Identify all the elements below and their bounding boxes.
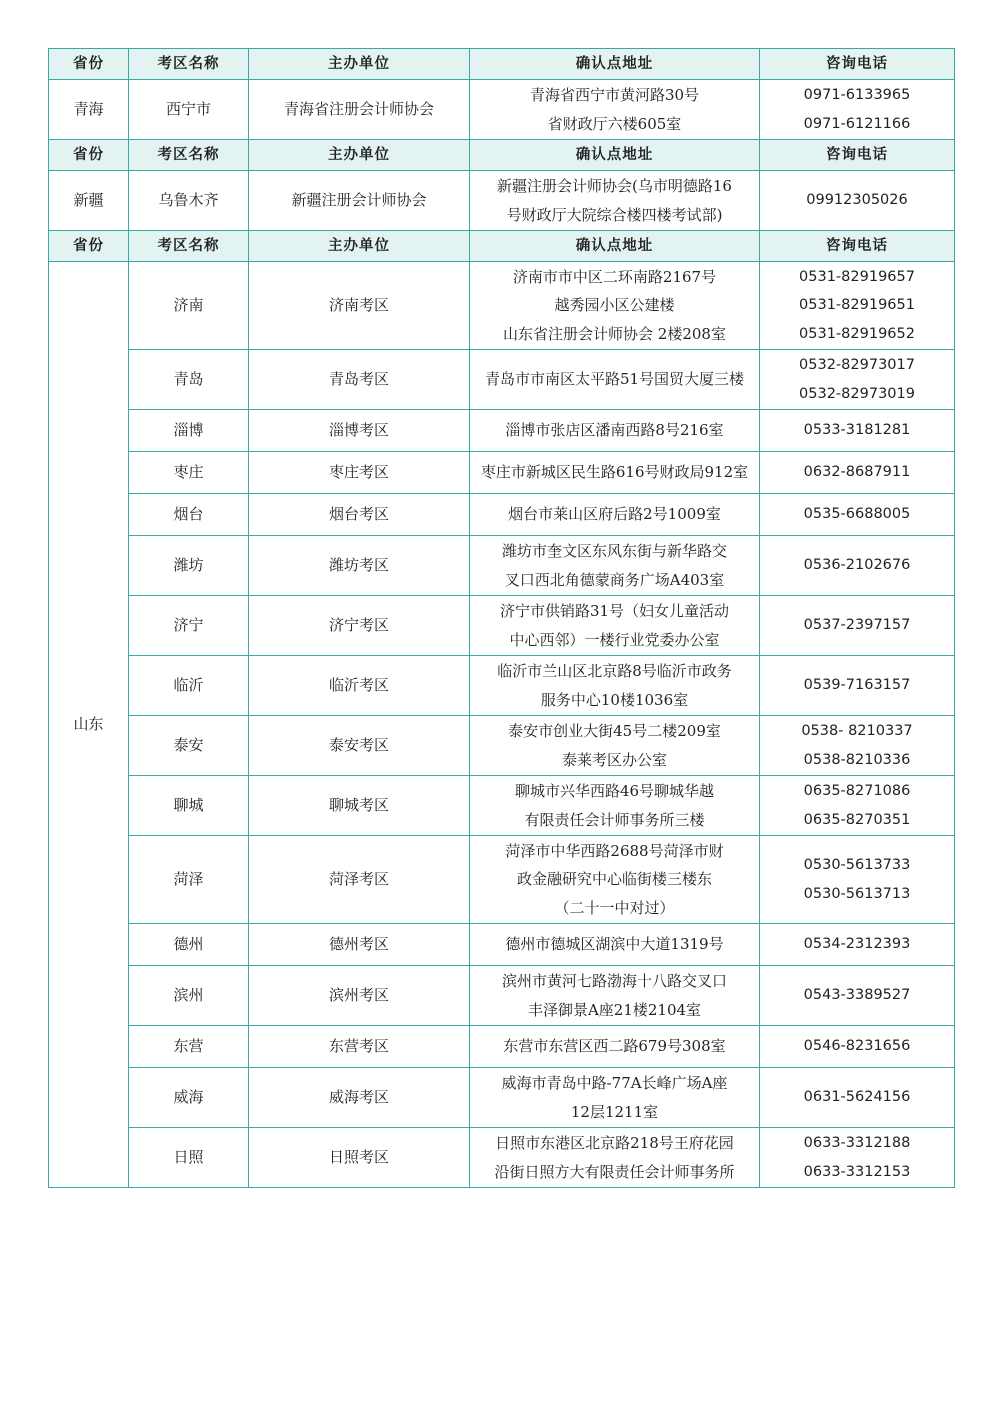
address-cell-line: 泰安市创业大街45号二楼209室 <box>508 722 721 740</box>
address-cell-line: 政金融研究中心临街楼三楼东 <box>516 870 712 889</box>
address-cell-line: 青岛市市南区太平路51号国贸大厦三楼 <box>484 370 745 389</box>
address-cell-line: 沿街日照方大有限责任会计师事务所 <box>494 1162 735 1181</box>
org-cell: 淄博考区 <box>249 410 470 452</box>
header-row <box>49 140 955 171</box>
phone-cell <box>760 350 955 410</box>
area-cell: 临沂 <box>129 656 249 716</box>
address-cell <box>470 1026 760 1068</box>
address-cell <box>470 836 760 924</box>
phone-cell-line: 0533-3181281 <box>803 422 911 439</box>
org-cell: 临沂考区 <box>249 656 470 716</box>
address-cell-line: 威海市青岛中路-77A长峰广场A座 <box>501 1074 728 1092</box>
phone-cell-line: 0631-5624156 <box>803 1089 911 1106</box>
table-row <box>49 80 955 140</box>
address-cell <box>470 776 760 836</box>
address-cell <box>470 1068 760 1128</box>
phone-cell-line: 0535-6688005 <box>803 506 911 523</box>
org-cell: 威海考区 <box>249 1068 470 1128</box>
address-cell <box>470 1128 760 1188</box>
address-cell-line: 东营市东营区西二路679号308室 <box>503 1037 726 1056</box>
address-cell-line: 丰泽御景A座21楼2104室 <box>527 1000 702 1019</box>
table-row <box>49 1128 955 1188</box>
address-cell-line: 济南市市中区二环南路2167号 <box>512 267 717 286</box>
area-cell: 枣庄 <box>129 452 249 494</box>
address-cell-line: 临沂市兰山区北京路8号临沂市政务 <box>497 662 732 680</box>
phone-cell <box>760 1026 955 1068</box>
phone-cell <box>760 656 955 716</box>
phone-cell-line: 0635-8271086 <box>803 783 911 799</box>
area-cell: 滨州 <box>129 966 249 1026</box>
address-cell-line: （二十一中对过） <box>554 898 675 917</box>
org-cell: 东营考区 <box>249 1026 470 1068</box>
phone-cell-line: 0971-6133965 <box>803 87 911 103</box>
phone-cell-line: 0534-2312393 <box>803 936 911 953</box>
phone-cell-line: 0531-82919652 <box>799 325 915 342</box>
phone-cell-line: 0537-2397157 <box>803 617 911 634</box>
address-cell <box>470 410 760 452</box>
table-row <box>49 924 955 966</box>
address-cell <box>470 656 760 716</box>
phone-cell <box>760 966 955 1026</box>
header-province: 省份 <box>49 49 129 80</box>
phone-cell-line: 0531-82919651 <box>799 297 915 314</box>
area-cell: 德州 <box>129 924 249 966</box>
address-cell-line: 聊城市兴华西路46号聊城华越 <box>514 782 715 800</box>
address-cell-line: 越秀园小区公建楼 <box>554 296 675 315</box>
phone-cell <box>760 596 955 656</box>
header-address: 确认点地址 <box>470 49 760 80</box>
table-row <box>49 171 955 231</box>
address-cell-line: 德州市德城区湖滨中大道1319号 <box>505 935 724 954</box>
address-cell-line: 潍坊市奎文区东风东街与新华路交 <box>501 542 727 560</box>
phone-cell <box>760 171 955 231</box>
header-row <box>49 231 955 262</box>
address-cell-line: 济宁市供销路31号（妇女儿童活动 <box>499 602 730 620</box>
area-cell: 日照 <box>129 1128 249 1188</box>
phone-cell <box>760 494 955 536</box>
phone-cell-line: 0633-3312153 <box>803 1163 911 1180</box>
header-row <box>49 49 955 80</box>
phone-cell <box>760 410 955 452</box>
area-cell: 乌鲁木齐 <box>129 171 249 231</box>
phone-cell-line: 0538-8210336 <box>803 751 911 768</box>
address-cell-line: 山东省注册会计师协会 2楼208室 <box>503 324 726 343</box>
address-cell-line: 叉口西北角德蒙商务广场A403室 <box>504 570 725 589</box>
address-cell <box>470 350 760 410</box>
area-cell: 泰安 <box>129 716 249 776</box>
org-cell: 济南考区 <box>249 262 470 350</box>
table-row <box>49 716 955 776</box>
area-cell: 菏泽 <box>129 836 249 924</box>
address-cell-line: 枣庄市新城区民生路616号财政局912室 <box>480 463 749 482</box>
phone-cell <box>760 1128 955 1188</box>
address-cell <box>470 80 760 140</box>
phone-cell-line: 0532-82973017 <box>799 357 915 373</box>
phone-cell-line: 0530-5613713 <box>803 885 911 902</box>
header-address: 确认点地址 <box>470 231 760 262</box>
table-row <box>49 776 955 836</box>
table-row <box>49 494 955 536</box>
header-area: 考区名称 <box>129 49 249 80</box>
header-phone: 咨询电话 <box>760 140 955 171</box>
header-province: 省份 <box>49 140 129 171</box>
address-cell-line: 中心西邻）一楼行业党委办公室 <box>509 630 720 649</box>
phone-cell-line: 09912305026 <box>806 192 908 209</box>
header-province: 省份 <box>49 231 129 262</box>
address-cell-line: 滨州市黄河七路渤海十八路交叉口 <box>501 972 727 990</box>
phone-cell <box>760 776 955 836</box>
header-phone: 咨询电话 <box>760 231 955 262</box>
org-cell: 潍坊考区 <box>249 536 470 596</box>
address-cell <box>470 494 760 536</box>
org-cell: 日照考区 <box>249 1128 470 1188</box>
address-cell-line: 菏泽市中华西路2688号菏泽市财 <box>505 841 724 860</box>
area-cell: 济南 <box>129 262 249 350</box>
phone-cell-line: 0531-82919657 <box>799 268 915 285</box>
phone-cell <box>760 452 955 494</box>
phone-cell-line: 0530-5613733 <box>803 857 911 873</box>
phone-cell <box>760 80 955 140</box>
area-cell: 青岛 <box>129 350 249 410</box>
area-cell: 济宁 <box>129 596 249 656</box>
phone-cell <box>760 716 955 776</box>
province-cell: 新疆 <box>49 171 129 231</box>
phone-cell-line: 0546-8231656 <box>803 1038 911 1055</box>
org-cell: 德州考区 <box>249 924 470 966</box>
org-cell: 青海省注册会计师协会 <box>249 80 470 140</box>
area-cell: 淄博 <box>129 410 249 452</box>
table-body <box>49 49 955 1188</box>
table-row <box>49 536 955 596</box>
header-area: 考区名称 <box>129 140 249 171</box>
table-row <box>49 656 955 716</box>
phone-cell <box>760 924 955 966</box>
address-cell <box>470 262 760 350</box>
phone-cell-line: 0632-8687911 <box>803 464 911 481</box>
header-org: 主办单位 <box>249 49 470 80</box>
area-cell: 烟台 <box>129 494 249 536</box>
org-cell: 泰安考区 <box>249 716 470 776</box>
address-cell-line: 号财政厅大院综合楼四楼考试部) <box>506 205 723 224</box>
address-cell <box>470 924 760 966</box>
table-row <box>49 452 955 494</box>
address-cell-line: 青海省西宁市黄河路30号 <box>529 86 700 104</box>
address-cell <box>470 596 760 656</box>
table-row <box>49 836 955 924</box>
phone-cell <box>760 836 955 924</box>
address-cell <box>470 536 760 596</box>
table-row <box>49 966 955 1026</box>
province-cell: 山东 <box>49 262 129 1188</box>
org-cell: 滨州考区 <box>249 966 470 1026</box>
address-cell <box>470 452 760 494</box>
province-cell: 青海 <box>49 80 129 140</box>
org-cell: 济宁考区 <box>249 596 470 656</box>
header-org: 主办单位 <box>249 231 470 262</box>
area-cell: 潍坊 <box>129 536 249 596</box>
header-area: 考区名称 <box>129 231 249 262</box>
area-cell: 聊城 <box>129 776 249 836</box>
area-cell: 西宁市 <box>129 80 249 140</box>
phone-cell-line: 0532-82973019 <box>799 385 915 402</box>
address-cell-line: 泰莱考区办公室 <box>561 750 667 769</box>
address-cell <box>470 966 760 1026</box>
phone-cell-line: 0635-8270351 <box>803 811 911 828</box>
org-cell: 青岛考区 <box>249 350 470 410</box>
address-cell-line: 新疆注册会计师协会(乌市明德路16 <box>497 177 732 195</box>
phone-cell <box>760 262 955 350</box>
phone-cell-line: 0536-2102676 <box>803 557 911 574</box>
table-row <box>49 262 955 350</box>
header-phone: 咨询电话 <box>760 49 955 80</box>
table-row <box>49 596 955 656</box>
org-cell: 枣庄考区 <box>249 452 470 494</box>
phone-cell <box>760 536 955 596</box>
address-cell-line: 烟台市莱山区府后路2号1009室 <box>508 505 721 524</box>
phone-cell-line: 0543-3389527 <box>803 987 911 1004</box>
phone-cell-line: 0539-7163157 <box>803 677 911 694</box>
table-row <box>49 350 955 410</box>
table-row <box>49 1068 955 1128</box>
address-cell-line: 省财政厅六楼605室 <box>547 114 682 133</box>
address-cell-line: 服务中心10楼1036室 <box>540 690 689 709</box>
address-cell-line: 有限责任会计师事务所三楼 <box>524 810 705 829</box>
address-cell-line: 淄博市张店区潘南西路8号216室 <box>505 421 724 440</box>
org-cell: 聊城考区 <box>249 776 470 836</box>
org-cell: 烟台考区 <box>249 494 470 536</box>
area-cell: 威海 <box>129 1068 249 1128</box>
table-row <box>49 1026 955 1068</box>
area-cell: 东营 <box>129 1026 249 1068</box>
address-cell-line: 12层1211室 <box>570 1102 659 1121</box>
org-cell: 菏泽考区 <box>249 836 470 924</box>
phone-cell <box>760 1068 955 1128</box>
phone-cell-line: 0538- 8210337 <box>801 723 913 739</box>
org-cell: 新疆注册会计师协会 <box>249 171 470 231</box>
header-address: 确认点地址 <box>470 140 760 171</box>
address-cell <box>470 171 760 231</box>
phone-cell-line: 0633-3312188 <box>803 1135 911 1151</box>
exam-area-table <box>48 48 955 1188</box>
table-row <box>49 410 955 452</box>
phone-cell-line: 0971-6121166 <box>803 115 911 132</box>
address-cell-line: 日照市东港区北京路218号王府花园 <box>495 1134 734 1152</box>
address-cell <box>470 716 760 776</box>
header-org: 主办单位 <box>249 140 470 171</box>
